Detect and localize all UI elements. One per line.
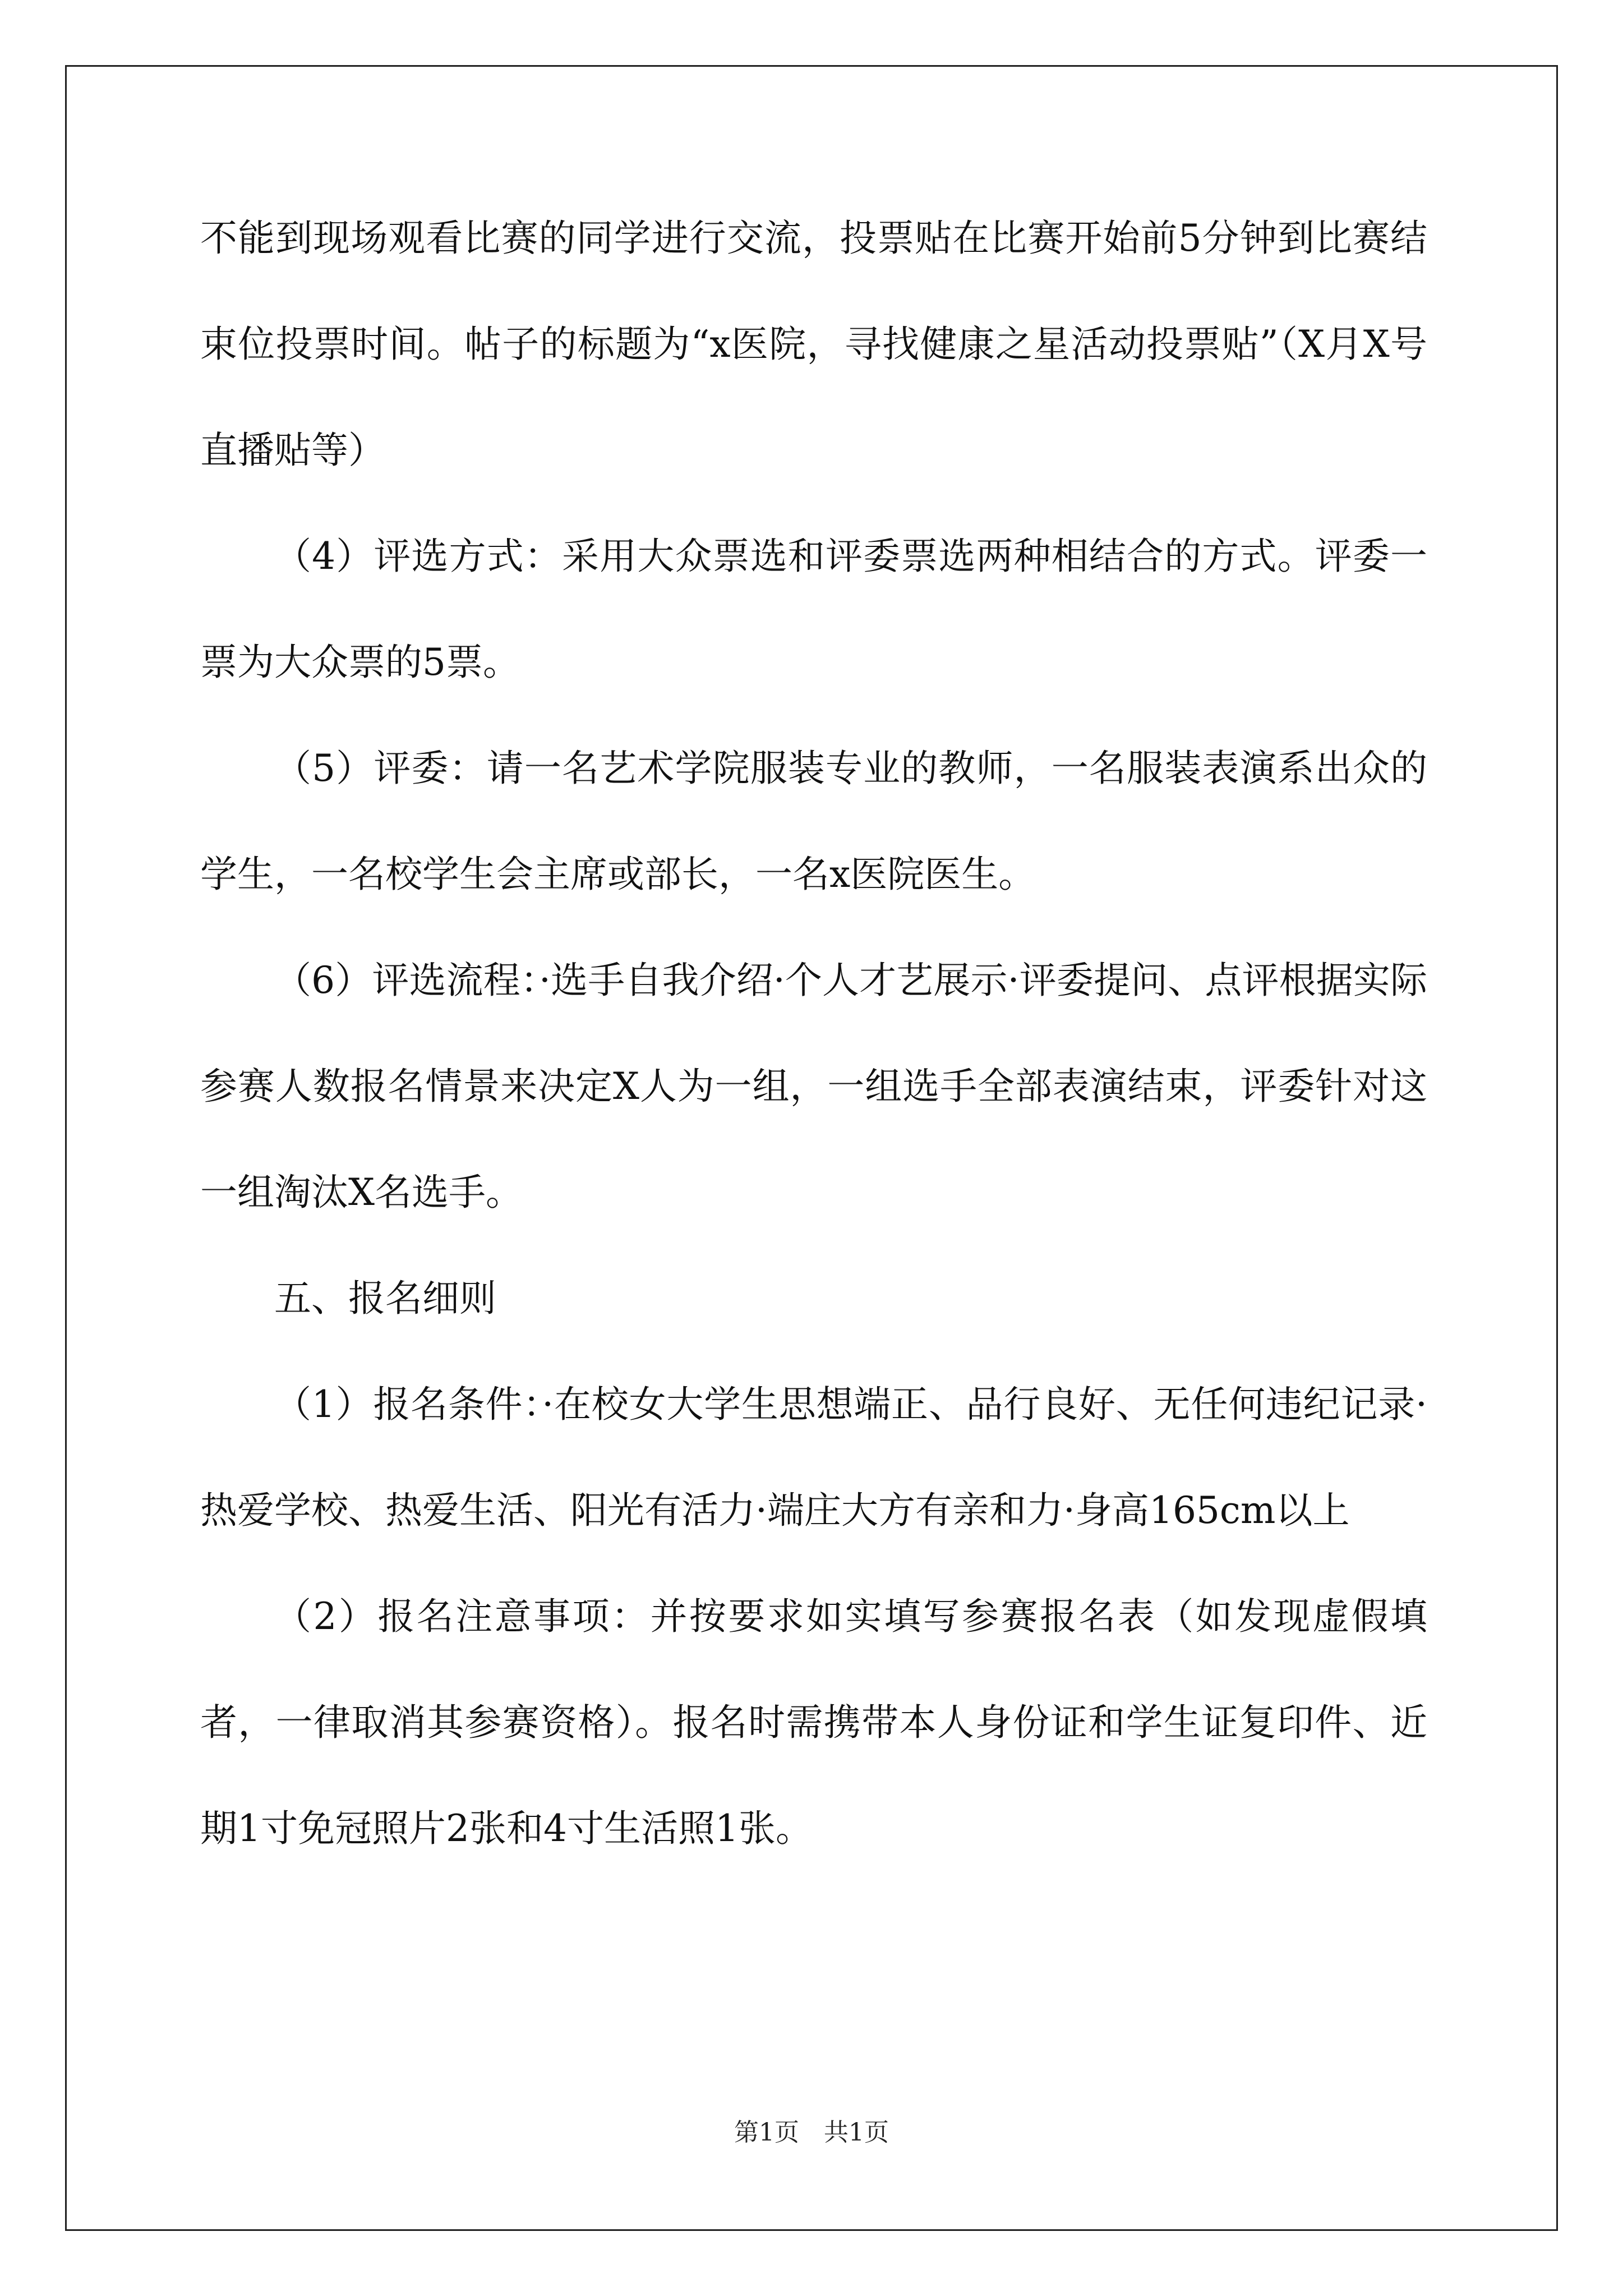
document-body [200, 185, 1427, 1881]
paragraph-judges: （5）评委：请一名艺术学院服装专业的教师，一名服装表演系出众的学生，一名校学生会主席或部长，一名x医院医生。 [200, 747, 1427, 896]
paragraph-registration-notes: （2）报名注意事项：并按要求如实填写参赛报名表（如发现虚假填者，一律取消其参赛资格）。报名时需携带本人身份证和学生证复印件、近期1寸免冠照片2张和4寸生活照1张。 [200, 1595, 1427, 1850]
paragraph-vote-post: 不能到现场观看比赛的同学进行交流，投票贴在比赛开始前5分钟到比赛结束位投票时间。帖子的标题为“x医院，寻找健康之星活动投票贴”（X月X号直播贴等） [200, 217, 1427, 472]
paragraph-selection-method: （4）评选方式：采用大众票选和评委票选两种相结合的方式。评委一票为大众票的5票。 [200, 535, 1427, 684]
paragraph-registration-conditions: （1）报名条件：·在校女大学生思想端正、品行良好、无任何违纪记录·热爱学校、热爱生活、阳光有活力·端庄大方有亲和力·身高165cm以上 [200, 1383, 1427, 1532]
page-number-footer: 第1页 共1页 [734, 2118, 889, 2147]
paragraph-selection-process: （6）评选流程：·选手自我介绍·个人才艺展示·评委提问、点评根据实际参赛人数报名情景来决定X人为一组，一组选手全部表演结束，评委针对这一组淘汰X名选手。 [200, 959, 1427, 1214]
section-heading-registration: 五、报名细则 [274, 1277, 496, 1320]
